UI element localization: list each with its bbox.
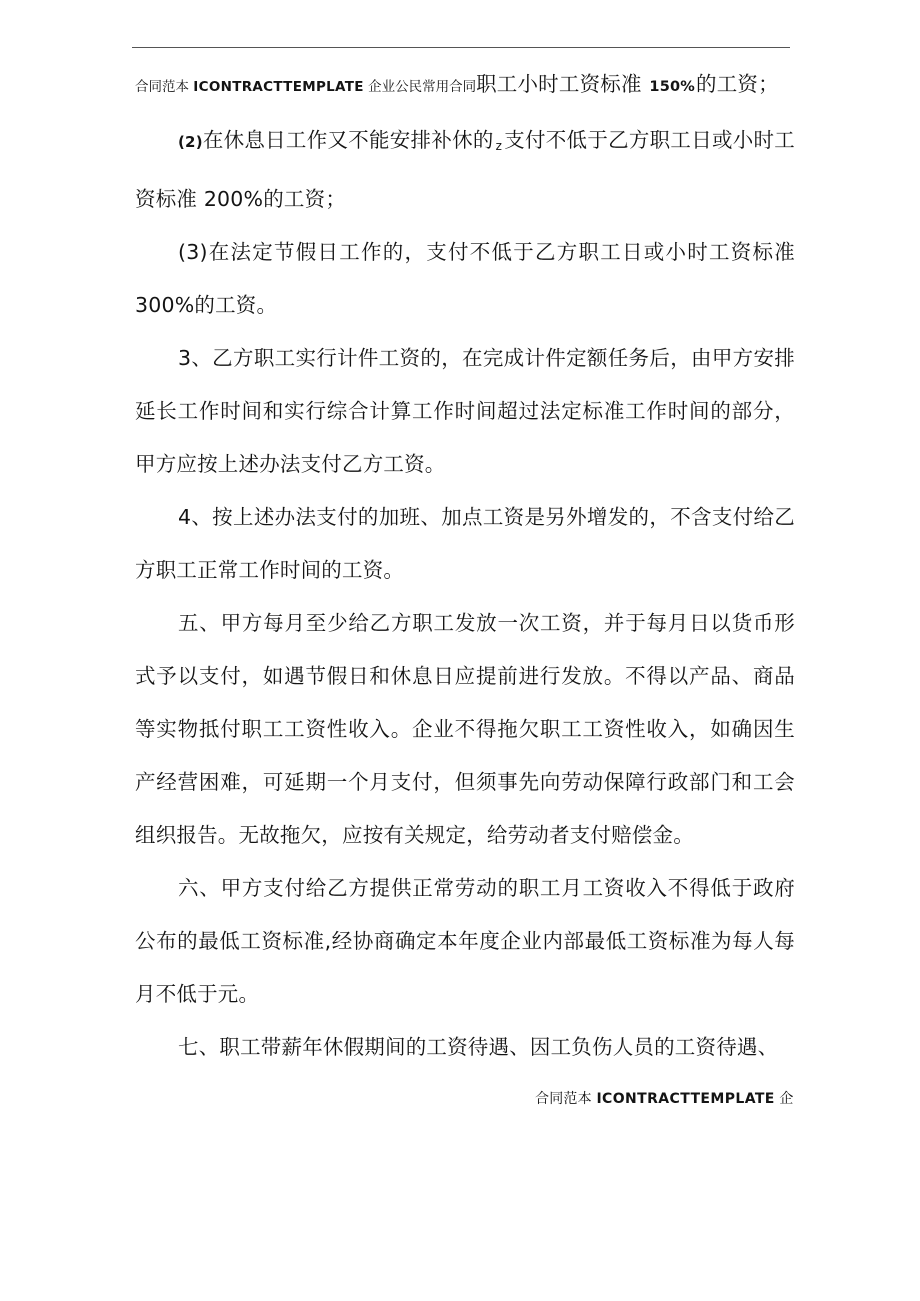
header-divider-rule bbox=[132, 47, 790, 48]
paragraph-1-text-after: 的工资； bbox=[696, 72, 779, 96]
paragraph-item-2-text-before: 在休息日工作又不能安排补休的 bbox=[202, 128, 494, 152]
footer-watermark-latin: ICONTRACTTEMPLATE bbox=[596, 1091, 775, 1107]
paragraph-line-1 bbox=[135, 58, 795, 114]
paragraph-1-percent: 150% bbox=[649, 79, 696, 95]
watermark-prefix-cn: 合同范本 bbox=[135, 79, 194, 95]
paragraph-item-4-numbered: 4、按上述办法支付的加班、加点工资是另外增发的，不含支付给乙方职工正常工作时间的工资。 bbox=[135, 505, 795, 582]
footer-watermark bbox=[535, 1088, 794, 1108]
document-body bbox=[135, 58, 795, 1074]
footer-watermark-cn-prefix: 合同范本 bbox=[535, 1091, 597, 1107]
paragraph-section-5: 五、甲方每月至少给乙方职工发放一次工资，并于每月日以货币形式予以支付，如遇节假日和休息日应提前进行发放。不得以产品、商品等实物抵付职工工资性收入。企业不得拖欠职工工资性收入，如确因生产经营困难，可延期一个月支付，但须事先向劳动保障行政部门和工会组织报告。无故拖欠，应按有关规定，给劳动者支付赔偿金。 bbox=[135, 611, 795, 847]
footer-watermark-cn-suffix: 企 bbox=[774, 1091, 794, 1107]
paragraph-item-2 bbox=[135, 114, 795, 226]
paragraph-section-6: 六、甲方支付给乙方提供正常劳动的职工月工资收入不得低于政府公布的最低工资标准,经协商确定本年度企业内部最低工资标准为每人每月不低于元。 bbox=[135, 876, 795, 1006]
watermark-prefix-latin: ICONTRACTTEMPLATE bbox=[193, 79, 364, 95]
paragraph-item-2-text-after: 支付不低于乙方职工日或小时工资标准 200%的工资； bbox=[135, 128, 795, 211]
paragraph-1-text-before: 职工小时工资标准 bbox=[476, 72, 649, 96]
paragraph-section-7: 七、职工带薪年休假期间的工资待遇、因工负伤人员的工资待遇、 bbox=[178, 1035, 779, 1059]
paragraph-item-2-subscript: z bbox=[495, 139, 503, 153]
list-marker-2: (2) bbox=[178, 133, 203, 151]
paragraph-item-3: (3)在法定节假日工作的，支付不低于乙方职工日或小时工资标准 300%的工资。 bbox=[135, 240, 795, 317]
watermark-prefix-suffix: 企业公民常用合同 bbox=[363, 79, 477, 95]
watermark-prefix bbox=[135, 79, 476, 95]
paragraph-item-3-numbered: 3、乙方职工实行计件工资的，在完成计件定额任务后，由甲方安排延长工作时间和实行综合计算工作时间超过法定标准工作时间的部分，甲方应按上述办法支付乙方工资。 bbox=[135, 346, 795, 476]
